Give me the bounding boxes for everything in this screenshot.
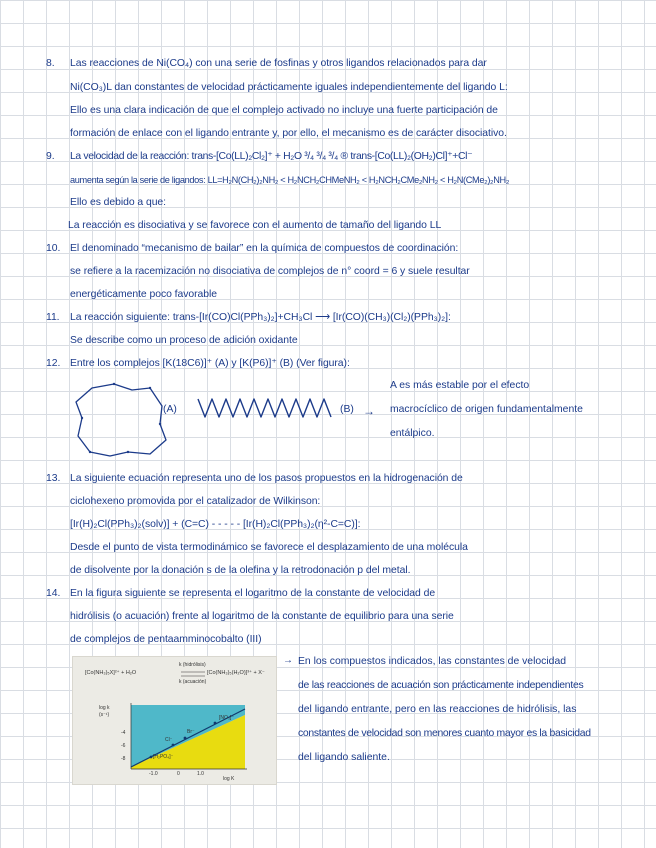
q9-text-4: La reacción es disociativa y se favorece con el aumento de tamaño del ligando LL bbox=[68, 220, 442, 231]
q8-number: 8. bbox=[46, 58, 55, 69]
q9-text-3: Ello es debido a que: bbox=[70, 197, 167, 208]
q9-number: 9. bbox=[46, 151, 55, 162]
plot-point-label-chloride: Cl⁻ bbox=[165, 737, 173, 743]
q14-answer-1: En los compuestos indicados, las constantes de velocidad bbox=[298, 656, 567, 667]
point-bromide bbox=[184, 737, 187, 740]
q13-text-2: ciclohexeno promovida por el catalizador de Wilkinson: bbox=[70, 496, 321, 507]
q13-text-4: Desde el punto de vista termodinámico se favorece el desplazamiento de una molécula bbox=[70, 542, 468, 553]
point-phosphate bbox=[150, 756, 153, 759]
q13-text-1: La siguiente ecuación representa uno de los pasos propuestos en la hidrogenación de bbox=[70, 473, 463, 484]
plot-point-label-phosphate: [H₂PO₄]⁻ bbox=[153, 754, 174, 760]
q10-text-3: energéticamente poco favorable bbox=[70, 289, 217, 300]
rate-vs-equilibrium-figure bbox=[72, 656, 277, 785]
q12-answer-1: A es más estable por el efecto bbox=[390, 380, 530, 391]
plot-ylabel-unit: (s⁻¹) bbox=[99, 712, 110, 718]
q11-number: 11. bbox=[46, 312, 60, 323]
q9-text-2: aumenta según la serie de ligandos: LL=H₂N(CH₂)₂NH₂ < H₂NCH₂CHMeNH₂ < H₂NCH₂CMe₂NH₂ < H₂N(CMe₂)₂NH₂ bbox=[70, 175, 510, 185]
q8-text-2: Ni(CO₃)L dan constantes de velocidad prácticamente iguales independientemente del ligando L: bbox=[70, 82, 508, 93]
plot-ylabel: log k bbox=[99, 705, 110, 711]
q8-text-3: Ello es una clara indicación de que el complejo activado no incluye una fuerte participación de bbox=[70, 105, 498, 116]
q13-number: 13. bbox=[46, 473, 61, 484]
plot-bottom-label: k (acuación) bbox=[179, 679, 207, 685]
plot-x-tick-3: 1.0 bbox=[197, 771, 204, 777]
plot-equation-left: [Co(NH₃)₅X]²⁺ + H₂O bbox=[85, 670, 137, 676]
complex-a-label: (A) bbox=[163, 404, 177, 415]
complex-b-label: (B) bbox=[340, 404, 354, 415]
q8-text-4: formación de enlace con el ligando entrante y, por ello, el mecanismo es de carácter disociativo. bbox=[70, 128, 507, 139]
q14-text-2: hidrólisis (o acuación) frente al logaritmo de la constante de equilibrio para una serie bbox=[70, 611, 454, 622]
q10-number: 10. bbox=[46, 243, 61, 254]
q14-answer-4: constantes de velocidad son menores cuanto mayor es la basicidad bbox=[298, 728, 591, 739]
q9-text-1: La velocidad de la reacción: trans-[Co(LL)₂Cl₂]⁺ + H₂O ³/₄ ³/₄ ³/₄ ® trans-[Co(LL)₂(OH₂)Cl]⁺+Cl⁻ bbox=[70, 151, 473, 162]
right-arrow-icon: → bbox=[283, 655, 293, 666]
q10-text-2: se refiere a la racemización no disociativa de complejos de n° coord = 6 y suele resultar bbox=[70, 266, 470, 277]
q14-text-1: En la figura siguiente se representa el logaritmo de la constante de velocidad de bbox=[70, 588, 436, 599]
q12-answer-3: entálpico. bbox=[390, 428, 435, 439]
q12-number: 12. bbox=[46, 358, 61, 369]
right-arrow-icon: → bbox=[363, 404, 375, 418]
plot-point-label-bromide: Br⁻ bbox=[187, 729, 195, 735]
q11-text-1: La reacción siguiente: trans-[Ir(CO)Cl(PPh₃)₂]+CH₃Cl ⟶ [Ir(CO)(CH₃)(Cl₂)(PPh₃)₂]: bbox=[70, 312, 451, 323]
q14-answer-2: de las reacciones de acuación son prácticamente independientes bbox=[298, 680, 584, 691]
q14-answer-3: del ligando entrante, pero en las reacciones de hidrólisis, las bbox=[298, 704, 577, 715]
plot-y-tick-2: -6 bbox=[121, 743, 126, 749]
plot-xlabel: log K bbox=[223, 776, 235, 782]
plot-top-label: k (hidrólisis) bbox=[179, 662, 206, 668]
open-chain-polyether-structure bbox=[196, 395, 336, 421]
q13-text-5: de disolvente por la donación s de la olefina y la retrodonación p del metal. bbox=[70, 565, 411, 576]
plot-x-tick-2: 0 bbox=[177, 771, 180, 777]
q12-answer-2: macrocíclico de origen fundamentalmente bbox=[390, 404, 583, 415]
q11-text-2: Se describe como un proceso de adición oxidante bbox=[70, 335, 298, 346]
point-nitrate bbox=[214, 722, 217, 725]
plot-y-tick-3: -8 bbox=[121, 756, 126, 762]
crown-ether-structure bbox=[70, 380, 170, 460]
q13-text-3: [Ir(H)₂Cl(PPh₃)₂(solv)] + (C=C) - - - - - [Ir(H)₂Cl(PPh₃)₂(η²-C=C)]: bbox=[70, 519, 361, 530]
q14-text-3: de complejos de pentaamminocobalto (III) bbox=[70, 634, 262, 645]
point-chloride bbox=[172, 744, 175, 747]
q12-text-1: Entre los complejos [K(18C6)]⁺ (A) y [K(P6)]⁺ (B) (Ver figura): bbox=[70, 358, 350, 369]
plot-point-label-nitrate: [NO₃]⁻ bbox=[219, 715, 234, 721]
plot-graphic bbox=[73, 657, 276, 784]
plot-x-tick-1: -1.0 bbox=[149, 771, 158, 777]
plot-y-tick-1: -4 bbox=[121, 730, 126, 736]
q14-answer-5: del ligando saliente. bbox=[298, 752, 390, 763]
q8-text-1: Las reacciones de Ni(CO₄) con una serie de fosfinas y otros ligandos relacionados para dar bbox=[70, 58, 487, 69]
q14-number: 14. bbox=[46, 588, 61, 599]
q10-text-1: El denominado “mecanismo de bailar” en la química de compuestos de coordinación: bbox=[70, 243, 459, 254]
plot-equation-right: [Co(NH₃)₅(H₂O)]³⁺ + X⁻ bbox=[207, 670, 265, 676]
